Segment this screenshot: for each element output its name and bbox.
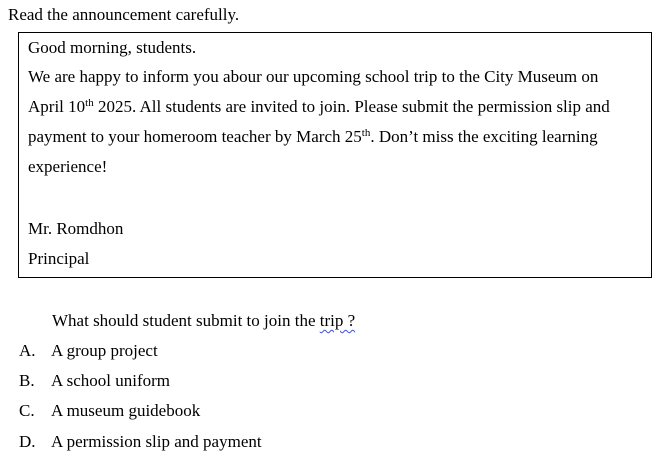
option-text: A permission slip and payment [51,432,262,451]
option-c [19,400,200,422]
announcement-line-1: We are happy to inform you abour our upcoming school trip to the City Museum on [28,67,599,86]
signer-name: Mr. Romdhon [28,219,124,238]
spellcheck-underlined-text: trip ? [319,311,356,330]
option-a [19,340,158,362]
option-letter: A. [19,341,36,360]
option-b [19,370,170,392]
question-text [52,310,355,332]
ordinal-suffix: th [361,127,371,139]
option-d [19,431,262,453]
announcement-box [18,32,652,278]
option-text: A museum guidebook [51,401,201,420]
announcement-line-2-start: April 10 [28,97,86,116]
question-main: What should student submit to join the [52,311,320,330]
announcement-line-4: experience! [28,157,108,176]
announcement-line-2 [28,96,610,118]
option-text: A school uniform [51,371,170,390]
instruction-text: Read the announcement carefully. [8,5,240,24]
option-letter: D. [19,432,36,451]
ordinal-suffix: th [85,97,94,109]
announcement-line-3-start: payment to your homeroom teacher by March 25 [28,127,362,146]
signer-title: Principal [28,249,90,268]
option-letter: B. [19,371,35,390]
announcement-line-3-end: . Don’t miss the exciting learning [370,127,598,146]
announcement-line-2-end: 2025. All students are invited to join. Please submit the permission slip and [93,97,610,116]
announcement-line-3 [28,126,598,148]
announcement-greeting: Good morning, students. [28,38,197,57]
option-text: A group project [51,341,158,360]
option-letter: C. [19,401,35,420]
